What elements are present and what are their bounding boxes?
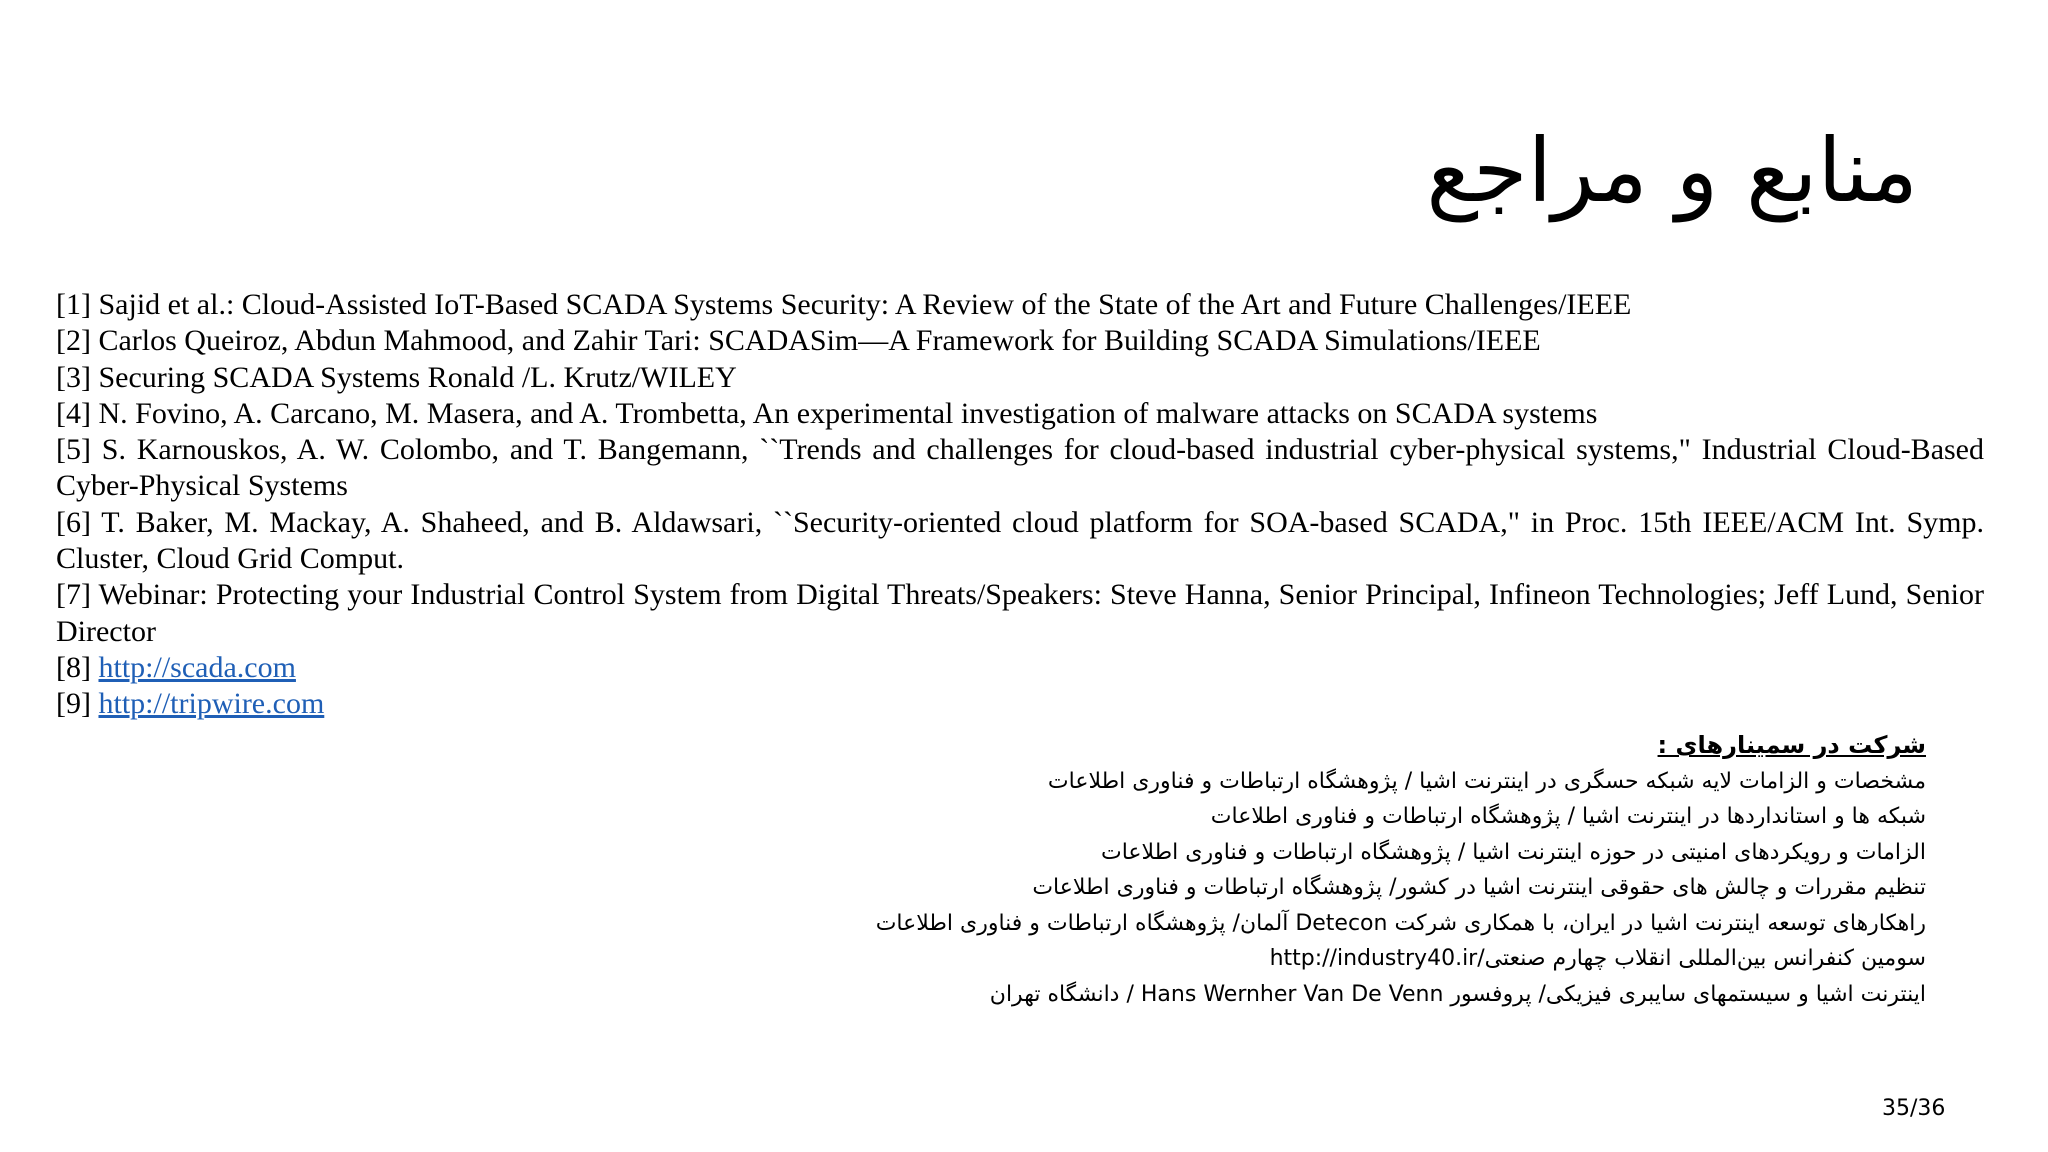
reference-text: T. Baker, M. Mackay, A. Shaheed, and B. Aldawsari, ``Security-oriented cloud platform for SOA-based SCADA," in Proc. 15th IEEE/ACM Int. Symp. Cluster, Cloud Grid Comput. bbox=[56, 505, 1984, 576]
reference-item bbox=[56, 396, 1984, 432]
reference-text: Webinar: Protecting your Industrial Control System from Digital Threats/Speakers: Steve Hanna, Senior Principal, Infineon Technologies; Jeff Lund, Senior Director bbox=[56, 578, 1984, 648]
seminar-item: شبکه ها و استانداردها در اینترنت اشیا / پژوهشگاه ارتباطات و فناوری اطلاعات bbox=[1210, 804, 1926, 829]
reference-text: S. Karnouskos, A. W. Colombo, and T. Bangemann, ``Trends and challenges for cloud-based industrial cyber-physical systems," Industrial Cloud-Based Cyber-Physical Systems bbox=[56, 433, 1985, 503]
tripwire-link[interactable]: http://tripwire.com bbox=[98, 687, 325, 721]
reference-item bbox=[56, 432, 1984, 505]
references-list bbox=[56, 287, 1984, 723]
reference-item bbox=[56, 650, 1984, 686]
seminars-list bbox=[726, 764, 1926, 1013]
reference-text: Carlos Queiroz, Abdun Mahmood, and Zahir Tari: SCADASim—A Framework for Building SCADA Simulations/IEEE bbox=[98, 324, 1541, 358]
seminar-item: راهکارهای توسعه اینترنت اشیا در ایران، با همکاری شرکت Detecon آلمان/ پژوهشگاه ارتباطات و فناوری اطلاعات bbox=[875, 910, 1926, 936]
reference-item bbox=[56, 686, 1984, 722]
reference-item bbox=[56, 360, 1984, 396]
reference-text: Securing SCADA Systems Ronald /L. Krutz/WILEY bbox=[98, 360, 737, 394]
reference-item bbox=[56, 505, 1984, 578]
slide-title: منابع و مراجع bbox=[1426, 119, 1918, 222]
reference-text: Sajid et al.: Cloud-Assisted IoT-Based SCADA Systems Security: A Review of the State of the Art and Future Challenges/IEEE bbox=[98, 288, 1632, 321]
page-number: 35/36 bbox=[1882, 1096, 1946, 1121]
reference-label: [4] bbox=[56, 396, 99, 430]
reference-item bbox=[56, 577, 1984, 650]
seminar-item: اینترنت اشیا و سیستمهای سایبری فیزیکی/ پروفسور Hans Wernher Van De Venn / دانشگاه تهران bbox=[989, 981, 1926, 1007]
reference-item bbox=[56, 323, 1984, 359]
seminars-section bbox=[726, 728, 1926, 1012]
seminar-item: سومین کنفرانس بین‌المللی انقلاب چهارم صنعتی/http://industry40.ir bbox=[1269, 946, 1926, 971]
reference-text: N. Fovino, A. Carcano, M. Masera, and A. Trombetta, An experimental investigation of malware attacks on SCADA systems bbox=[98, 396, 1598, 430]
reference-label: [6] bbox=[56, 505, 102, 539]
seminar-item: مشخصات و الزامات لایه شبکه حسگری در اینترنت اشیا / پژوهشگاه ارتباطات و فناوری اطلاعات bbox=[1047, 768, 1926, 794]
seminars-heading: شرکت در سمینارهای : bbox=[1657, 731, 1926, 759]
seminar-item: الزامات و رویکردهای امنیتی در حوزه اینترنت اشیا / پژوهشگاه ارتباطات و فناوری اطلاعات bbox=[1101, 839, 1926, 865]
reference-label: [9] bbox=[56, 687, 99, 721]
reference-label: [3] bbox=[56, 360, 99, 394]
reference-item bbox=[56, 287, 1984, 323]
reference-label: [2] bbox=[56, 324, 99, 358]
reference-label: [7] bbox=[56, 578, 99, 612]
reference-label: [1] bbox=[56, 288, 99, 321]
reference-label: [8] bbox=[56, 650, 99, 684]
reference-label: [5] bbox=[56, 433, 102, 467]
seminar-item: تنظیم مقررات و چالش های حقوقی اینترنت اشیا در کشور/ پژوهشگاه ارتباطات و فناوری اطلاعات bbox=[1032, 875, 1926, 900]
scada-link[interactable]: http://scada.com bbox=[98, 650, 296, 684]
